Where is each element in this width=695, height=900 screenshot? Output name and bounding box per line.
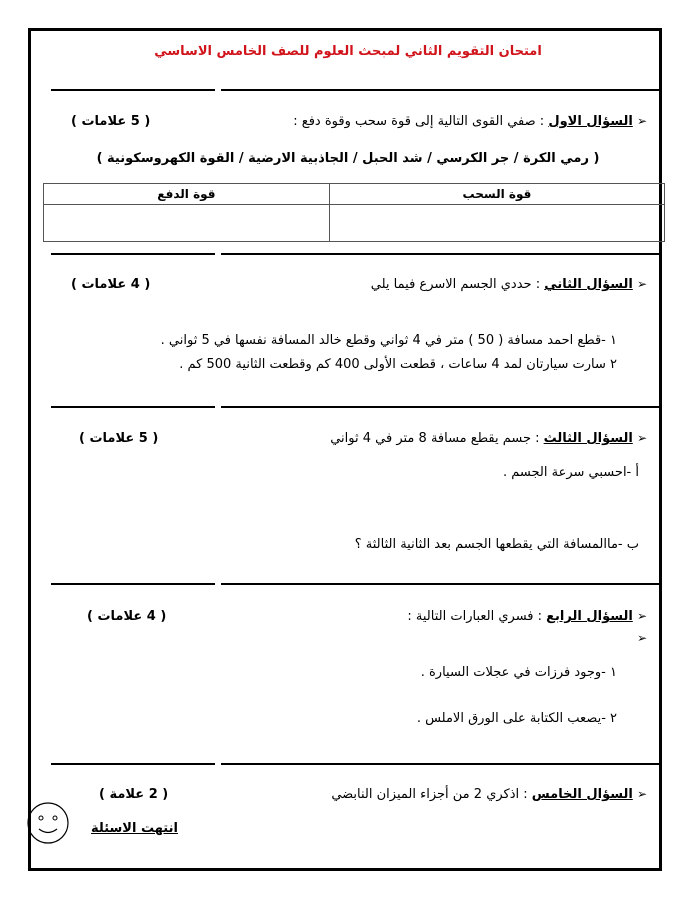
divider-right [221, 89, 661, 91]
question-2-label: السؤال الثاني [544, 277, 633, 292]
question-1-text: : صفي القوى التالية إلى قوة سحب وقوة دفع : [293, 114, 545, 129]
question-2-item-1: ١ -قطع احمد مسافة ( 50 ) متر في 4 ثواني وقطع خالد المسافة نفسها في 5 ثواني . [160, 333, 617, 348]
question-1-label: السؤال الاول [548, 114, 633, 129]
question-2-item-2: ٢ سارت سيارتان لمد 4 ساعات ، قطعت الأولى 400 كم وقطعت الثانية 500 كم . [179, 357, 617, 372]
question-4-heading [407, 609, 647, 624]
question-4-item-1: ١ -وجود فرزات في عجلات السيارة . [420, 665, 617, 680]
question-4-marks: ( 4 علامات ) [87, 609, 167, 624]
question-5-heading [331, 787, 647, 802]
answer-cell-push[interactable] [44, 205, 330, 242]
divider-right [221, 763, 661, 765]
question-3-part-b: ب -ماالمسافة التي يقطعها الجسم بعد الثانية الثالثة ؟ [354, 537, 639, 552]
question-5-marks: ( 2 علامة ) [99, 787, 169, 802]
answer-cell-pull[interactable] [329, 205, 664, 242]
bullet-arrow-icon: ➢ [636, 431, 647, 445]
divider-left [51, 89, 215, 91]
question-2-heading [371, 277, 647, 292]
end-of-questions-text: انتهت الاسئلة [91, 821, 178, 836]
bullet-arrow-icon: ➢ [636, 631, 647, 645]
question-1-marks: ( 5 علامات ) [71, 114, 151, 129]
question-5-label: السؤال الخامس [531, 787, 633, 802]
exam-page [28, 28, 662, 871]
question-4-item-2: ٢ -يصعب الكتابة على الورق الاملس . [416, 711, 617, 726]
table-header-row [44, 184, 665, 205]
bullet-arrow-icon: ➢ [636, 114, 647, 128]
divider-left [51, 763, 215, 765]
bullet-arrow-icon: ➢ [636, 609, 647, 623]
header-pull-force: قوة السحب [329, 184, 664, 205]
divider-left [51, 583, 215, 585]
question-1-heading [293, 114, 647, 129]
question-1-items: ( رمي الكرة / جر الكرسي / شد الحبل / الجاذبية الارضية / القوة الكهروسكونية ) [96, 151, 600, 166]
question-5-text: : اذكري 2 من أجزاء الميزان النابضي [331, 787, 528, 802]
divider-right [221, 406, 661, 408]
question-3-part-a: أ -احسبي سرعة الجسم . [503, 465, 639, 480]
divider-right [221, 253, 661, 255]
smiley-face-icon [25, 801, 71, 845]
forces-table [43, 183, 665, 242]
question-3-marks: ( 5 علامات ) [79, 431, 159, 446]
divider-left [51, 253, 215, 255]
question-2-marks: ( 4 علامات ) [71, 277, 151, 292]
question-3-heading [330, 431, 647, 446]
question-4-text: : فسري العبارات التالية : [407, 609, 543, 624]
question-4-label: السؤال الرابع [546, 609, 633, 624]
question-2-text: : حددي الجسم الاسرع فيما يلي [370, 277, 541, 292]
header-push-force: قوة الدفع [44, 184, 330, 205]
question-3-label: السؤال الثالث [543, 431, 633, 446]
exam-title: امتحان التقويم الثاني لمبحث العلوم للصف الخامس الاساسي [154, 44, 542, 59]
table-row [44, 205, 665, 242]
question-3-text: : جسم يقطع مسافة 8 متر في 4 ثواني [330, 431, 540, 446]
bullet-arrow-icon: ➢ [636, 277, 647, 291]
divider-left [51, 406, 215, 408]
bullet-arrow-icon: ➢ [636, 787, 647, 801]
divider-right [221, 583, 661, 585]
